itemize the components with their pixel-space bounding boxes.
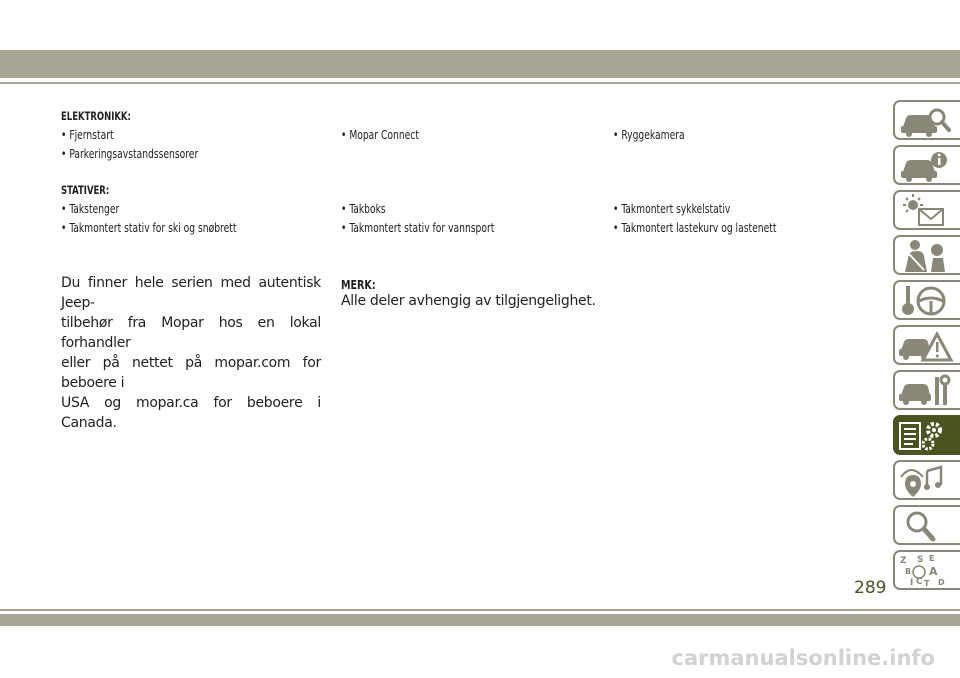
warning-light-message-icon <box>897 193 957 229</box>
tab-multimedia[interactable] <box>893 460 960 500</box>
section-heading-racks: STATIVER: <box>61 183 110 197</box>
list-item: • Ryggekamera <box>613 128 685 142</box>
note-title: MERK: <box>341 277 376 292</box>
tab-car-info[interactable] <box>893 145 960 185</box>
car-info-icon <box>897 148 957 184</box>
list-item: • Parkeringsavstandssensorer <box>61 147 199 161</box>
svg-text:I: I <box>910 578 914 588</box>
tab-alphabetical-index[interactable] <box>893 550 960 590</box>
car-search-icon <box>897 103 957 139</box>
alphabetical-index-icon <box>897 553 957 589</box>
header-band <box>0 50 960 78</box>
list-item: • Mopar Connect <box>341 128 419 142</box>
svg-text:A: A <box>929 565 938 578</box>
list-item: • Takstenger <box>61 202 120 216</box>
tab-specifications[interactable] <box>893 415 960 455</box>
paragraph-line: eller på nettet på mopar.com for beboere i <box>61 355 321 391</box>
svg-text:T: T <box>924 579 930 588</box>
watermark: carmanualsonline.info <box>671 646 935 670</box>
search-index-icon <box>897 508 957 544</box>
key-steering-wheel-icon <box>897 283 957 319</box>
section-heading-electronics: ELEKTRONIKK: <box>61 109 131 123</box>
list-item: • Takboks <box>341 202 386 216</box>
list-item: • Takmontert sykkelstativ <box>613 202 731 216</box>
list-item: • Fjernstart <box>61 128 114 142</box>
footer-band <box>0 614 960 626</box>
svg-text:B: B <box>905 567 912 576</box>
svg-text:C: C <box>916 577 923 587</box>
tab-warning-lights[interactable] <box>893 190 960 230</box>
tab-safety[interactable] <box>893 235 960 275</box>
tab-car-search[interactable] <box>893 100 960 140</box>
body-paragraph <box>61 273 321 433</box>
paragraph-line: tilbehør fra Mopar hos en lokal forhandler <box>61 315 321 351</box>
tab-starting-driving[interactable] <box>893 280 960 320</box>
tab-index[interactable] <box>893 505 960 545</box>
seatbelt-airbag-icon <box>897 238 957 274</box>
svg-text:E: E <box>929 554 935 563</box>
header-rule <box>0 82 960 84</box>
multimedia-icon <box>897 463 957 499</box>
car-hazard-icon <box>897 328 957 364</box>
car-tools-icon <box>897 373 957 409</box>
svg-text:S: S <box>917 555 924 565</box>
page-number: 289 <box>854 578 887 598</box>
note-text: Alle deler avhengig av tilgjengelighet. <box>341 293 596 309</box>
tab-emergency[interactable] <box>893 325 960 365</box>
footer-rule <box>0 609 960 611</box>
list-item: • Takmontert stativ for ski og snøbrett <box>61 221 237 235</box>
paragraph-line: Du finner hele serien med autentisk Jeep- <box>61 275 321 311</box>
tab-servicing[interactable] <box>893 370 960 410</box>
list-item: • Takmontert stativ for vannsport <box>341 221 495 235</box>
specifications-gear-icon <box>897 418 957 454</box>
list-item: • Takmontert lastekurv og lastenett <box>613 221 777 235</box>
svg-text:D: D <box>938 578 945 587</box>
svg-text:Z: Z <box>900 556 907 566</box>
paragraph-line: USA og mopar.ca for beboere i Canada. <box>61 395 321 431</box>
